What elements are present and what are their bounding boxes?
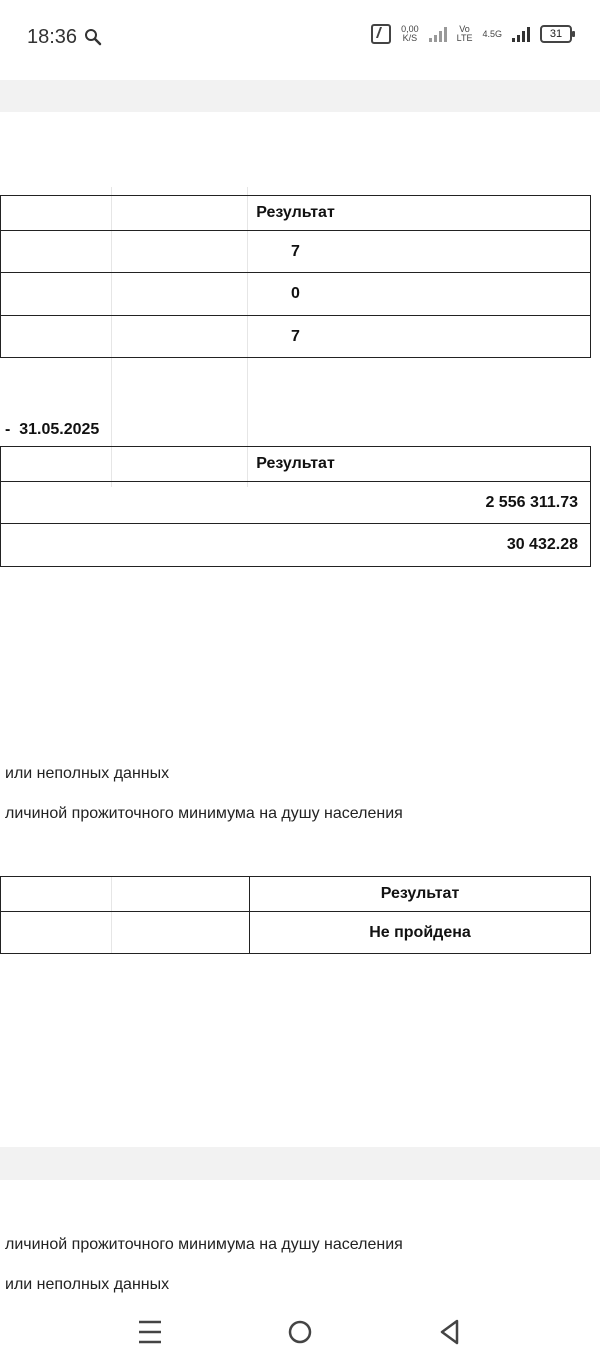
table1-cell: 7 <box>1 231 591 273</box>
table1-header: Результат <box>1 196 591 231</box>
status-time: 18:36 <box>27 26 78 48</box>
info-text-1: или неполных данных <box>5 765 170 782</box>
result-table-2 <box>0 446 591 567</box>
table2-cell: 2 556 311.73 <box>1 482 591 524</box>
report-card-2 <box>7 1180 593 1300</box>
signal-1-icon <box>429 26 447 42</box>
menu-icon[interactable] <box>138 1319 162 1345</box>
nfc-icon <box>371 24 391 44</box>
system-nav-bar <box>0 1300 600 1366</box>
table1-cell: 0 <box>1 273 591 316</box>
signal-2-icon <box>512 26 530 42</box>
period-label: - 31.05.2025 <box>5 421 100 438</box>
table2-header: Результат <box>1 447 591 482</box>
report-page[interactable] <box>0 70 600 1300</box>
back-icon[interactable] <box>438 1319 460 1345</box>
table2-cell: 30 432.28 <box>1 524 591 567</box>
status-indicators <box>371 24 572 44</box>
info-text-4: или неполных данных <box>5 1276 170 1293</box>
table3-empty-cell <box>1 912 250 954</box>
home-icon[interactable] <box>288 1319 312 1345</box>
network-type: 4.5G <box>482 28 502 39</box>
table3-header: Результат <box>250 877 591 912</box>
section-gap-top <box>0 80 600 112</box>
table1-cell: 7 <box>1 316 591 358</box>
net-speed: 0,00 K/S <box>401 24 419 43</box>
table3-status-cell: Не пройдена <box>250 912 591 954</box>
status-bar <box>0 0 600 70</box>
section-gap-bottom <box>0 1147 600 1180</box>
result-table-3 <box>0 876 591 954</box>
info-text-2: личиной прожиточного минимума на душу населения <box>5 805 403 822</box>
battery-icon: 31 <box>540 25 572 43</box>
volte-indicator: Vo LTE <box>456 24 473 43</box>
result-table-1 <box>0 195 591 358</box>
search-icon <box>84 28 102 46</box>
report-card-1 <box>7 112 593 1147</box>
table3-empty-cell <box>1 877 250 912</box>
info-text-3: личиной прожиточного минимума на душу населения <box>5 1236 403 1253</box>
